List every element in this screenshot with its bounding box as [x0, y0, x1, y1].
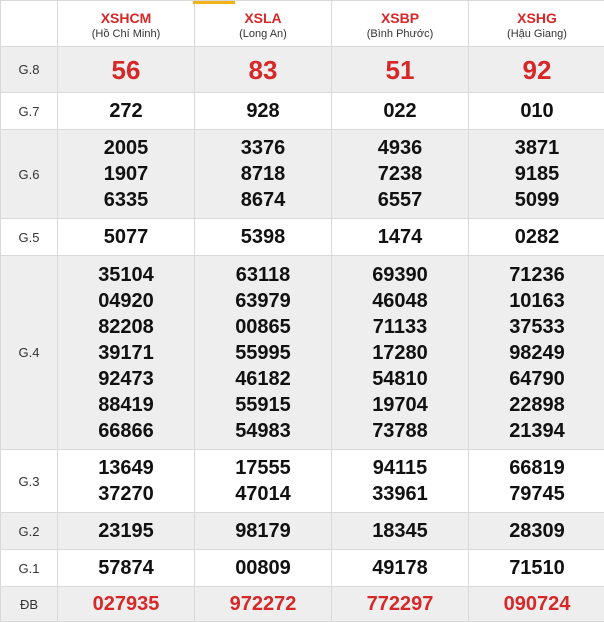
prize-row-g8: [0, 47, 604, 93]
prize-number: 46048: [372, 289, 428, 312]
prize-number: 71236: [509, 263, 565, 286]
prize-cell: [468, 93, 604, 129]
province-code[interactable]: XSLA: [244, 9, 282, 26]
province-code[interactable]: XSHCM: [100, 9, 152, 26]
prize-number: 1907: [103, 163, 149, 185]
prize-number: 71133: [372, 315, 428, 338]
prize-cell: [468, 219, 604, 255]
prize-number: 56: [111, 54, 141, 85]
prize-number: 37270: [98, 483, 154, 505]
special-prize-number: 972272: [229, 593, 297, 615]
prize-number: 04920: [98, 289, 154, 312]
prize-number: 00809: [235, 557, 291, 579]
prize-label: G.4: [0, 256, 57, 449]
prize-number: 64790: [509, 367, 565, 390]
prize-cell: [331, 47, 468, 92]
prize-row-g5: [0, 219, 604, 256]
prize-cell: [331, 587, 468, 621]
prize-row-g7: [0, 93, 604, 130]
prize-number: 2005: [103, 137, 149, 159]
prize-number: 47014: [235, 483, 291, 505]
prize-number: 66866: [98, 419, 154, 442]
prize-row-special: [0, 587, 604, 622]
prize-number: 17280: [372, 341, 428, 364]
prize-number: 18345: [372, 520, 428, 542]
prize-cell: [57, 93, 194, 129]
special-prize-number: 090724: [503, 593, 571, 615]
prize-cell: [468, 587, 604, 621]
prize-cell: [468, 550, 604, 586]
province-code[interactable]: XSBP: [380, 9, 420, 26]
prize-number: 55915: [235, 393, 291, 416]
prize-number: 54810: [372, 367, 428, 390]
prize-label: G.1: [0, 550, 57, 586]
prize-number: 8718: [240, 163, 286, 185]
prize-number: 33961: [372, 483, 428, 505]
header-empty-cell: [0, 1, 57, 46]
prize-label: G.7: [0, 93, 57, 129]
prize-cell: [57, 550, 194, 586]
prize-number: 98179: [235, 520, 291, 542]
province-name: (Hồ Chí Minh): [91, 27, 161, 40]
prize-number: 35104: [98, 263, 154, 286]
prize-label: G.2: [0, 513, 57, 549]
prize-number: 57874: [98, 557, 154, 579]
prize-label: G.3: [0, 450, 57, 512]
province-header-hg[interactable]: [468, 1, 604, 46]
prize-number: 98249: [509, 341, 565, 364]
prize-number: 6335: [103, 189, 149, 211]
prize-number: 7238: [377, 163, 423, 185]
prize-number: 92473: [98, 367, 154, 390]
prize-cell: [331, 256, 468, 449]
prize-number: 022: [383, 100, 417, 122]
prize-cell: [331, 513, 468, 549]
prize-number: 10163: [509, 289, 565, 312]
prize-cell: [468, 47, 604, 92]
prize-label: ĐB: [0, 587, 57, 621]
province-header-hcm[interactable]: [57, 1, 194, 46]
prize-cell: [194, 450, 331, 512]
prize-number: 92: [522, 54, 552, 85]
prize-label: G.5: [0, 219, 57, 255]
prize-cell: [57, 587, 194, 621]
prize-number: 6557: [377, 189, 423, 211]
prize-number: 63118: [235, 263, 291, 286]
prize-row-g1: [0, 550, 604, 587]
prize-number: 0282: [514, 226, 560, 248]
prize-number: 79745: [509, 483, 565, 505]
prize-cell: [194, 513, 331, 549]
prize-number: 4936: [377, 137, 423, 159]
prize-cell: [57, 219, 194, 255]
prize-number: 37533: [509, 315, 565, 338]
prize-number: 39171: [98, 341, 154, 364]
prize-number: 63979: [235, 289, 291, 312]
prize-cell: [194, 219, 331, 255]
prize-number: 19704: [372, 393, 428, 416]
prize-cell: [331, 450, 468, 512]
prize-number: 13649: [98, 457, 154, 479]
prize-label: G.8: [0, 47, 57, 92]
header-row: [0, 1, 604, 47]
prize-number: 94115: [372, 457, 428, 479]
prize-row-g2: [0, 513, 604, 550]
prize-number: 3871: [514, 137, 560, 159]
prize-cell: [57, 256, 194, 449]
prize-number: 17555: [235, 457, 291, 479]
province-name: (Hậu Giang): [507, 27, 567, 40]
prize-cell: [57, 450, 194, 512]
prize-cell: [57, 130, 194, 218]
prize-number: 5099: [514, 189, 560, 211]
prize-number: 49178: [372, 557, 428, 579]
prize-number: 23195: [98, 520, 154, 542]
prize-number: 928: [246, 100, 280, 122]
prize-number: 28309: [509, 520, 565, 542]
prize-cell: [468, 130, 604, 218]
prize-number: 3376: [240, 137, 286, 159]
prize-cell: [468, 450, 604, 512]
prize-number: 73788: [372, 419, 428, 442]
header-accent-bar: [193, 1, 235, 4]
prize-cell: [468, 513, 604, 549]
prize-number: 82208: [98, 315, 154, 338]
prize-label: G.6: [0, 130, 57, 218]
prize-row-g4: [0, 256, 604, 450]
prize-row-g3: [0, 450, 604, 513]
prize-cell: [194, 587, 331, 621]
prize-number: 71510: [509, 557, 565, 579]
prize-number: 5398: [240, 226, 286, 248]
prize-number: 69390: [372, 263, 428, 286]
prize-number: 55995: [235, 341, 291, 364]
prize-cell: [194, 550, 331, 586]
prize-row-g6: [0, 130, 604, 219]
prize-number: 21394: [509, 419, 565, 442]
prize-number: 9185: [514, 163, 560, 185]
prize-cell: [194, 47, 331, 92]
prize-cell: [57, 513, 194, 549]
prize-cell: [331, 93, 468, 129]
prize-number: 8674: [240, 189, 286, 211]
prize-number: 22898: [509, 393, 565, 416]
prize-cell: [194, 256, 331, 449]
prize-number: 46182: [235, 367, 291, 390]
prize-number: 00865: [235, 315, 291, 338]
prize-number: 51: [385, 54, 415, 85]
province-name: (Bình Phước): [366, 27, 434, 40]
province-header-la[interactable]: [194, 1, 331, 46]
prize-cell: [468, 256, 604, 449]
province-header-bp[interactable]: [331, 1, 468, 46]
prize-cell: [194, 130, 331, 218]
prize-number: 83: [248, 54, 278, 85]
prize-cell: [331, 130, 468, 218]
prize-number: 010: [520, 100, 554, 122]
prize-number: 88419: [98, 393, 154, 416]
province-name: (Long An): [239, 27, 287, 40]
prize-number: 66819: [509, 457, 565, 479]
province-code[interactable]: XSHG: [517, 9, 557, 26]
special-prize-number: 772297: [366, 593, 434, 615]
prize-cell: [194, 93, 331, 129]
prize-number: 54983: [235, 419, 291, 442]
prize-number: 5077: [103, 226, 149, 248]
prize-number: 272: [109, 100, 143, 122]
prize-number: 1474: [377, 226, 423, 248]
prize-cell: [331, 219, 468, 255]
special-prize-number: 027935: [92, 593, 160, 615]
prize-cell: [331, 550, 468, 586]
prize-cell: [57, 47, 194, 92]
